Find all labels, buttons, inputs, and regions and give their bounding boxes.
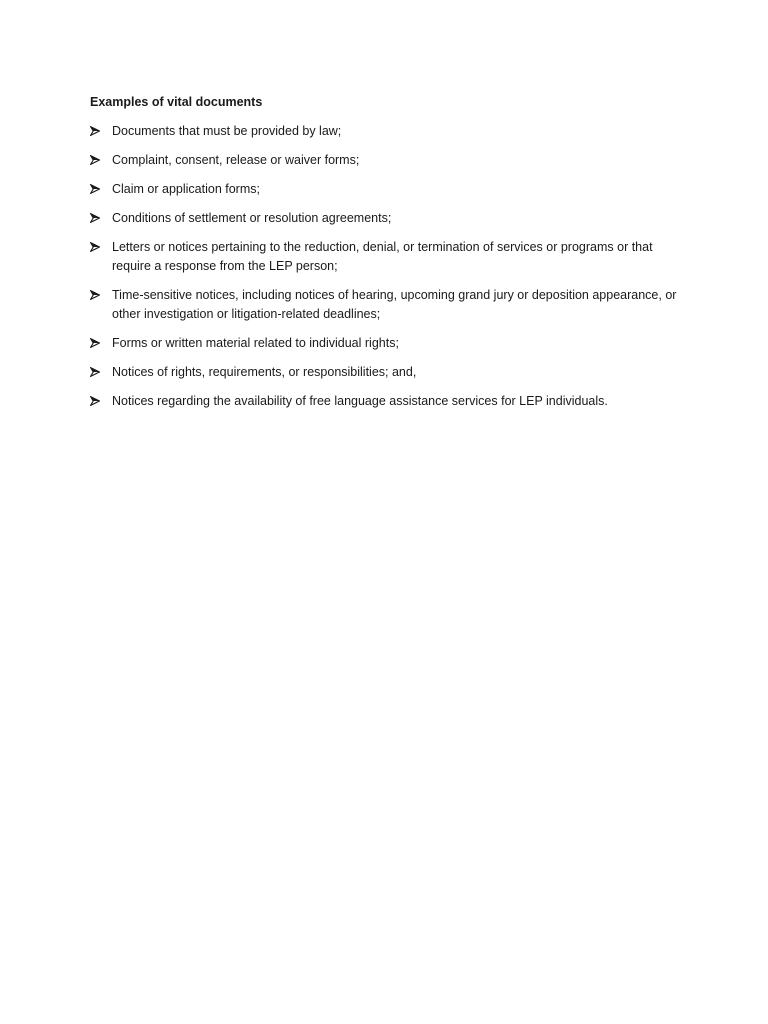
list-item-text: Notices of rights, requirements, or responsibilities; and, xyxy=(112,365,417,379)
vital-documents-list xyxy=(90,122,685,411)
list-item-text: Letters or notices pertaining to the reduction, denial, or termination of services or programs or that require a response from the LEP person; xyxy=(112,240,653,273)
arrowhead-bullet-icon xyxy=(90,213,100,223)
arrowhead-bullet-icon xyxy=(90,396,100,406)
arrowhead-bullet-icon xyxy=(90,290,100,300)
list-item-text: Conditions of settlement or resolution agreements; xyxy=(112,211,392,225)
list-item-text: Documents that must be provided by law; xyxy=(112,124,342,138)
section-heading: Examples of vital documents xyxy=(90,95,263,109)
list-item xyxy=(90,151,685,170)
list-item xyxy=(90,238,685,276)
arrowhead-bullet-icon xyxy=(90,126,100,136)
arrowhead-bullet-icon xyxy=(90,242,100,252)
arrowhead-bullet-icon xyxy=(90,184,100,194)
list-item-text: Time-sensitive notices, including notices of hearing, upcoming grand jury or deposition appearance, or other investigation or litigation-related deadlines; xyxy=(112,288,677,321)
list-item xyxy=(90,180,685,199)
arrowhead-bullet-icon xyxy=(90,367,100,377)
list-item-text: Forms or written material related to individual rights; xyxy=(112,336,399,350)
arrowhead-bullet-icon xyxy=(90,155,100,165)
list-item-text: Notices regarding the availability of free language assistance services for LEP individuals. xyxy=(112,394,608,408)
list-item-text: Claim or application forms; xyxy=(112,182,260,196)
list-item xyxy=(90,209,685,228)
arrowhead-bullet-icon xyxy=(90,338,100,348)
list-item xyxy=(90,286,685,324)
list-item xyxy=(90,363,685,382)
document-content xyxy=(90,93,685,421)
list-item xyxy=(90,392,685,411)
list-item-text: Complaint, consent, release or waiver forms; xyxy=(112,153,360,167)
list-item xyxy=(90,122,685,141)
list-item xyxy=(90,334,685,353)
